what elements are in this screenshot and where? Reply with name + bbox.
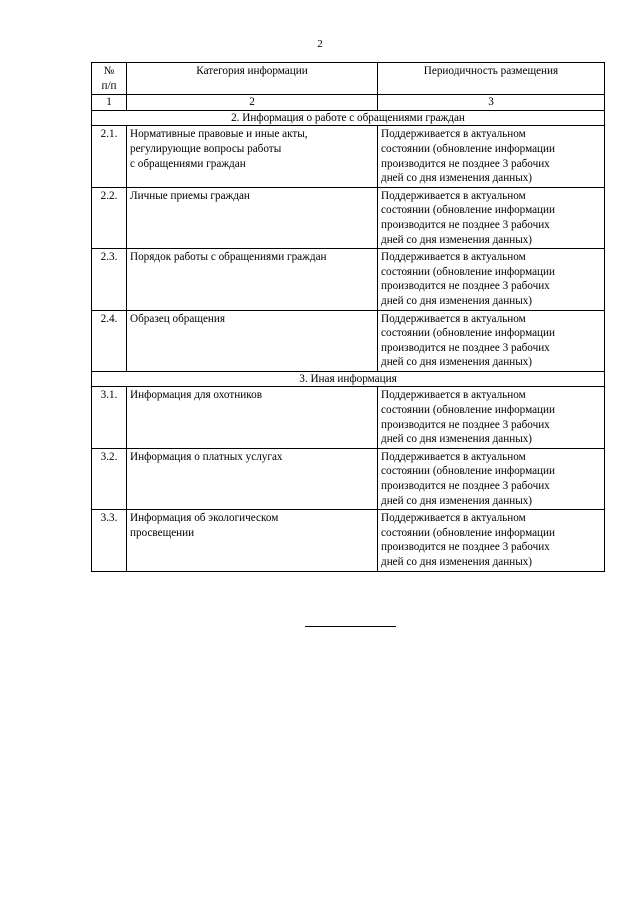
- section-row: [92, 110, 605, 126]
- header-number-line2: п/п: [101, 79, 117, 92]
- information-table: [91, 62, 605, 572]
- periodicity-line: производится не позднее 3 рабочих: [381, 418, 550, 431]
- table-row: [92, 187, 605, 248]
- header-number: [92, 63, 127, 95]
- row-number: 3.3.: [92, 510, 127, 571]
- row-category: [127, 310, 378, 371]
- periodicity-line: Поддерживается в актуальном: [381, 189, 526, 202]
- row-periodicity: [378, 448, 605, 509]
- table-row: [92, 387, 605, 448]
- periodicity-line: состоянии (обновление информации: [381, 204, 556, 217]
- row-number: 2.1.: [92, 126, 127, 187]
- header-periodicity: Периодичность размещения: [378, 63, 605, 95]
- row-category: [127, 387, 378, 448]
- periodicity-line: дней со дня изменения данных): [381, 294, 533, 307]
- category-line: Информация о платных услугах: [130, 450, 283, 463]
- row-number: 3.1.: [92, 387, 127, 448]
- periodicity-line: производится не позднее 3 рабочих: [381, 280, 550, 293]
- category-line: просвещении: [130, 526, 195, 539]
- periodicity-line: состоянии (обновление информации: [381, 526, 556, 539]
- table-row: [92, 126, 605, 187]
- periodicity-line: производится не позднее 3 рабочих: [381, 218, 550, 231]
- category-line: с обращениями граждан: [130, 157, 246, 170]
- row-category: [127, 249, 378, 310]
- category-line: Нормативные правовые и иные акты,: [130, 128, 308, 141]
- periodicity-line: производится не позднее 3 рабочих: [381, 157, 550, 170]
- periodicity-line: состоянии (обновление информации: [381, 404, 556, 417]
- category-line: Порядок работы с обращениями граждан: [130, 251, 327, 264]
- periodicity-line: Поддерживается в актуальном: [381, 450, 526, 463]
- row-number: 2.2.: [92, 187, 127, 248]
- category-line: Информация для охотников: [130, 389, 262, 402]
- header-category: Категория информации: [127, 63, 378, 95]
- section-title: 3. Иная информация: [92, 371, 605, 387]
- periodicity-line: производится не позднее 3 рабочих: [381, 341, 550, 354]
- row-category: [127, 510, 378, 571]
- periodicity-line: производится не позднее 3 рабочих: [381, 480, 550, 493]
- row-number: 2.3.: [92, 249, 127, 310]
- row-periodicity: [378, 510, 605, 571]
- periodicity-line: дней со дня изменения данных): [381, 233, 533, 246]
- row-periodicity: [378, 187, 605, 248]
- periodicity-line: состоянии (обновление информации: [381, 142, 556, 155]
- table-row: [92, 448, 605, 509]
- row-periodicity: [378, 310, 605, 371]
- periodicity-line: состоянии (обновление информации: [381, 265, 556, 278]
- row-number: 3.2.: [92, 448, 127, 509]
- periodicity-line: дней со дня изменения данных): [381, 356, 533, 369]
- periodicity-line: Поддерживается в актуальном: [381, 312, 526, 325]
- end-of-document-line: [305, 626, 396, 627]
- row-periodicity: [378, 126, 605, 187]
- category-line: Личные приемы граждан: [130, 189, 250, 202]
- column-index-3: 3: [378, 95, 605, 111]
- row-number: 2.4.: [92, 310, 127, 371]
- periodicity-line: дней со дня изменения данных): [381, 494, 533, 507]
- table-header-row: [92, 63, 605, 95]
- periodicity-line: Поддерживается в актуальном: [381, 128, 526, 141]
- periodicity-line: дней со дня изменения данных): [381, 556, 533, 568]
- table-row: [92, 310, 605, 371]
- periodicity-line: Поддерживается в актуальном: [381, 512, 526, 525]
- row-category: [127, 126, 378, 187]
- column-index-2: 2: [127, 95, 378, 111]
- row-category: [127, 448, 378, 509]
- periodicity-line: состоянии (обновление информации: [381, 465, 556, 478]
- periodicity-line: дней со дня изменения данных): [381, 172, 533, 185]
- section-title: 2. Информация о работе с обращениями граждан: [92, 110, 605, 126]
- periodicity-line: производится не позднее 3 рабочих: [381, 541, 550, 554]
- header-number-line1: №: [103, 65, 115, 77]
- periodicity-line: дней со дня изменения данных): [381, 433, 533, 446]
- category-line: Образец обращения: [130, 312, 226, 325]
- table-row: [92, 510, 605, 571]
- row-periodicity: [378, 249, 605, 310]
- table-body: [92, 110, 605, 571]
- periodicity-line: состоянии (обновление информации: [381, 327, 556, 340]
- page-number: 2: [317, 38, 323, 50]
- category-line: Информация об экологическом: [130, 512, 279, 525]
- row-category: [127, 187, 378, 248]
- periodicity-line: Поддерживается в актуальном: [381, 251, 526, 264]
- column-index-1: 1: [92, 95, 127, 111]
- table-row: [92, 249, 605, 310]
- section-row: [92, 371, 605, 387]
- row-periodicity: [378, 387, 605, 448]
- periodicity-line: Поддерживается в актуальном: [381, 389, 526, 402]
- category-line: регулирующие вопросы работы: [130, 142, 282, 155]
- column-index-row: [92, 95, 605, 111]
